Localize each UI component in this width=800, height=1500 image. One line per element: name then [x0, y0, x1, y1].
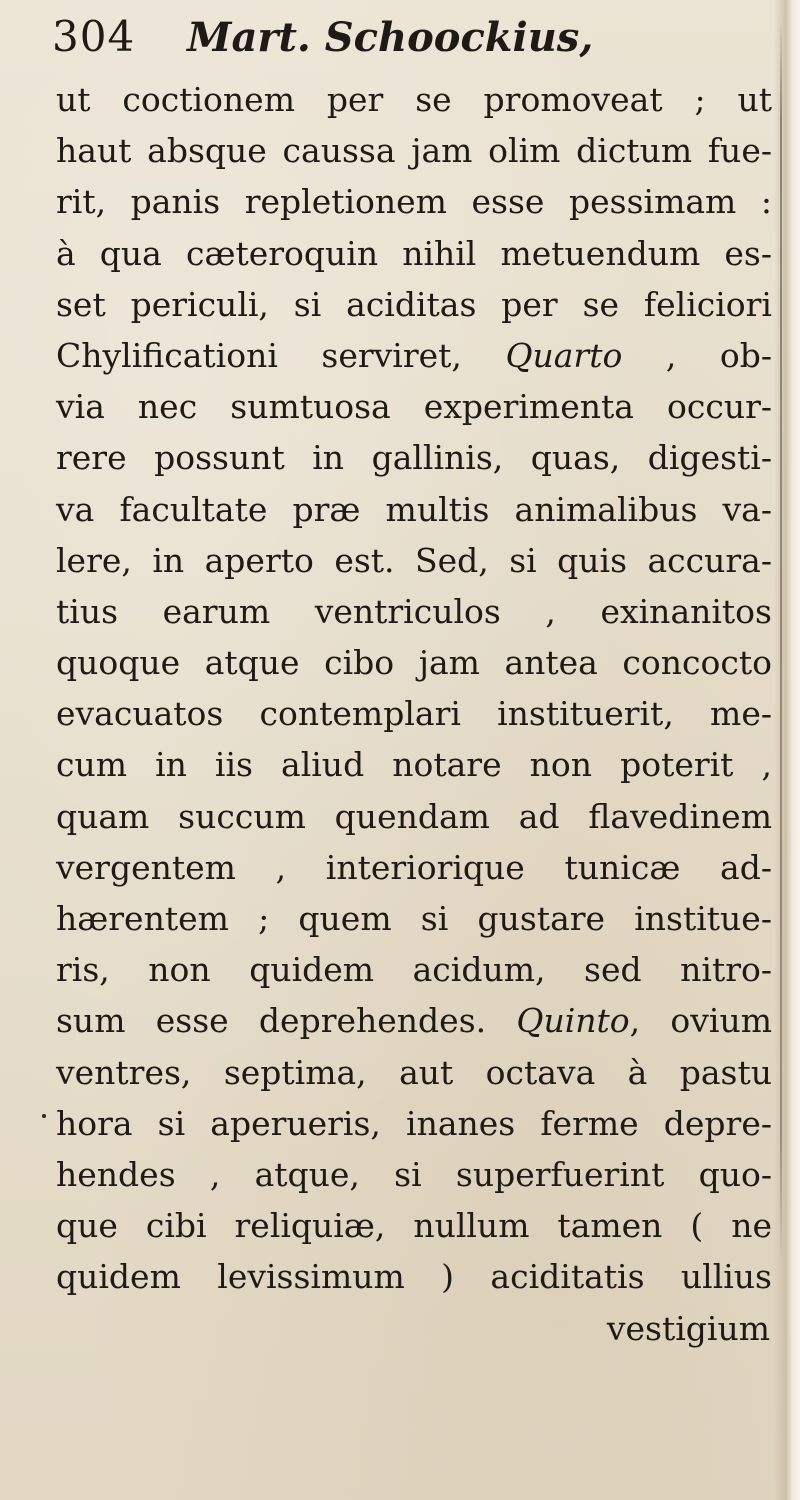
- text-segment: hendes , atque, si superfuerint quo-: [56, 1154, 772, 1194]
- text-segment: cum in iis aliud notare non poterit ,: [56, 745, 772, 785]
- text-line: [56, 842, 772, 893]
- text-line: [56, 688, 772, 739]
- text-line: [56, 330, 772, 381]
- text-segment: Chylificationi serviret,: [56, 335, 506, 375]
- italic-word: Quarto: [505, 335, 623, 375]
- text-segment: à qua cæteroquin nihil metuendum es-: [56, 233, 772, 273]
- text-line: [56, 1047, 772, 1098]
- text-segment: quidem levissimum ) aciditatis ullius: [56, 1257, 772, 1297]
- text-segment: quam succum quendam ad flavedinem: [56, 796, 772, 836]
- text-segment: , ob-: [622, 335, 772, 375]
- text-line: [56, 944, 772, 995]
- catchword: vestigium: [606, 1308, 770, 1348]
- text-line: [56, 1200, 772, 1251]
- page-number: 304: [52, 12, 136, 61]
- text-segment: haut absque caussa jam olim dictum fue-: [56, 131, 772, 171]
- text-segment: rit, panis repletionem esse pessimam :: [56, 182, 772, 222]
- text-segment: va facultate præ multis animalibus va-: [56, 489, 772, 529]
- page-header: [52, 12, 752, 76]
- italic-word: Quinto: [516, 1001, 630, 1041]
- running-head: Mart. Schoockius,: [187, 14, 594, 61]
- text-line: [56, 535, 772, 586]
- text-line: [56, 381, 772, 432]
- text-segment: set periculi, si aciditas per se feliciori: [56, 284, 772, 324]
- text-segment: hora si aperueris, inanes ferme depre-: [56, 1103, 772, 1143]
- text-line: [56, 1098, 772, 1149]
- text-line: [56, 74, 772, 125]
- text-line: [56, 432, 772, 483]
- text-line: [56, 1251, 772, 1302]
- text-segment: ris, non quidem acidum, sed nitro-: [56, 950, 772, 990]
- body-text: [56, 74, 772, 1354]
- text-segment: , ovium: [629, 1001, 772, 1041]
- text-line: [56, 279, 772, 330]
- text-segment: ut coctionem per se promoveat ; ut: [56, 80, 772, 119]
- ink-speck: [42, 1114, 46, 1118]
- text-line: [56, 125, 772, 176]
- gutter-shadow-line: [780, 20, 782, 1260]
- text-segment: evacuatos contemplari instituerit, me-: [56, 694, 772, 734]
- text-line: [56, 637, 772, 688]
- text-segment: sum esse deprehendes.: [56, 1001, 517, 1041]
- text-segment: que cibi reliquiæ, nullum tamen ( ne: [56, 1206, 772, 1246]
- text-segment: ventres, septima, aut octava à pastu: [56, 1052, 772, 1092]
- text-line: [56, 739, 772, 790]
- text-line: [56, 228, 772, 279]
- text-line: [56, 1149, 772, 1200]
- text-segment: hærentem ; quem si gustare institue-: [56, 899, 772, 938]
- text-line: [56, 484, 772, 535]
- text-segment: quoque atque cibo jam antea concocto: [56, 643, 772, 683]
- text-segment: via nec sumtuosa experimenta occur-: [56, 387, 772, 427]
- text-line: [56, 893, 772, 944]
- text-line: [56, 995, 772, 1046]
- text-segment: vergentem , interiorique tunicæ ad-: [56, 847, 772, 887]
- page-gutter: [774, 0, 800, 1500]
- text-line: [56, 176, 772, 227]
- text-line: [56, 586, 772, 637]
- text-line: [56, 791, 772, 842]
- text-segment: rere possunt in gallinis, quas, digesti-: [56, 438, 772, 478]
- text-segment: lere, in aperto est. Sed, si quis accura-: [56, 540, 772, 580]
- text-segment: tius earum ventriculos , exinanitos: [56, 591, 772, 631]
